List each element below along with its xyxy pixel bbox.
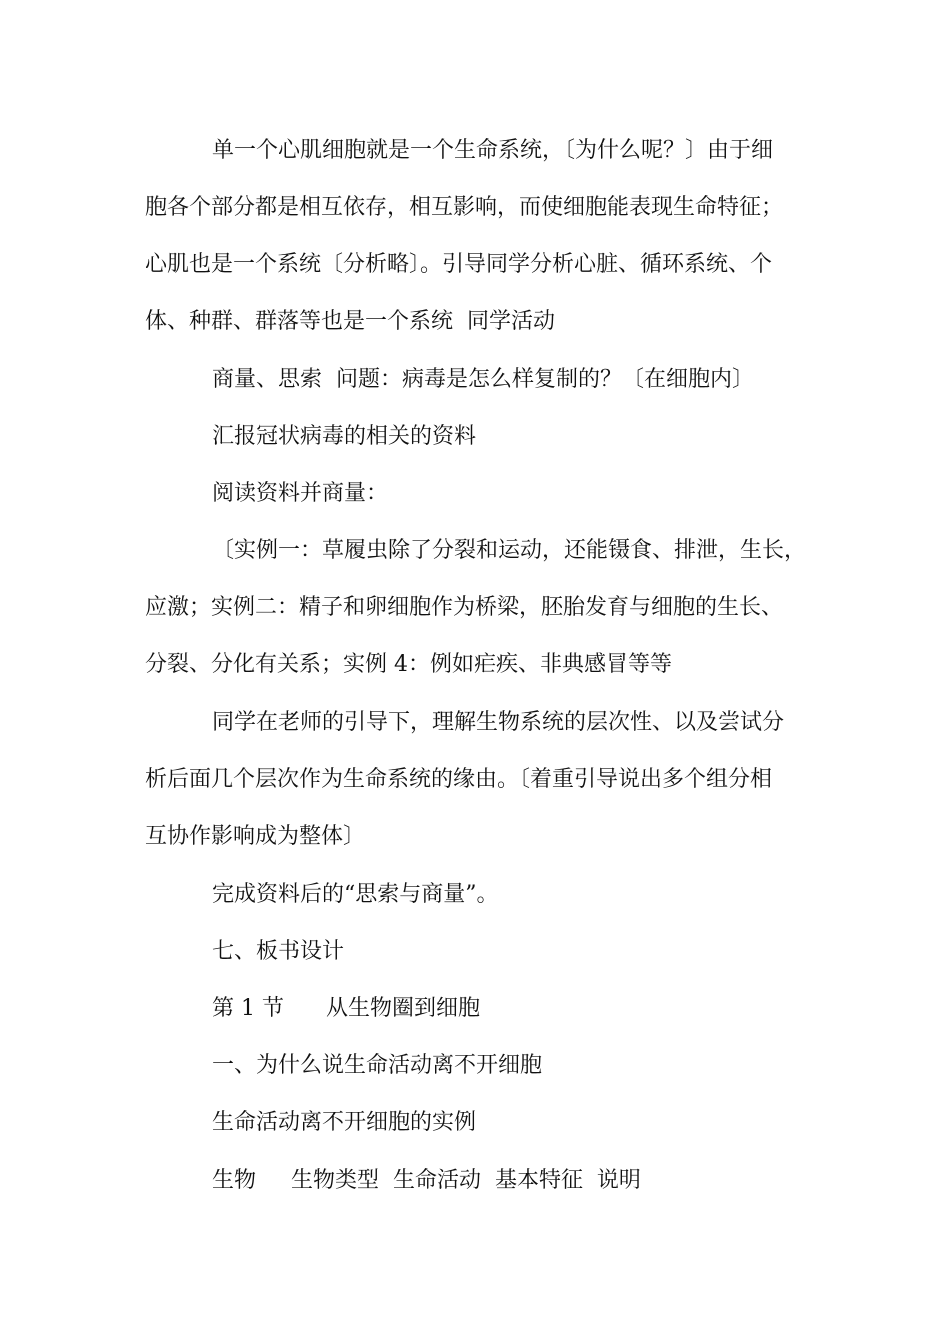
examples-line-3: 分裂、分化有关系；实例 4：例如疟疾、非典感冒等等 [145, 652, 672, 677]
paragraph-1-line-2: 胞各个部分都是相互依存，相互影响，而使细胞能表现生命特征； [145, 195, 784, 220]
complete-line: 完成资料后的“思索与商量”。 [212, 882, 499, 907]
paragraph-1-line-4: 体、种群、群落等也是一个系统 同学活动 [145, 309, 555, 334]
section-7-heading: 七、板书设计 [212, 939, 345, 964]
examples-title: 生命活动离不开细胞的实例 [212, 1110, 477, 1135]
heading-1: 一、为什么说生命活动离不开细胞 [212, 1053, 543, 1078]
discuss-line: 商量、思索 问题：病毒是怎么样复制的？〔在细胞内〕 [212, 367, 754, 392]
understand-line-1: 同学在老师的引导下，理解生物系统的层次性、以及尝试分 [212, 710, 785, 735]
paragraph-1-line-1: 单一个心肌细胞就是一个生命系统，〔为什么呢？〕由于细 [212, 138, 774, 163]
report-line: 汇报冠状病毒的相关的资料 [212, 424, 477, 449]
chapter-title: 第 1 节 从生物圈到细胞 [212, 996, 480, 1021]
paragraph-1-line-3: 心肌也是一个系统〔分析略〕。引导同学分析心脏、循环系统、个 [145, 252, 773, 277]
understand-line-2: 析后面几个层次作为生命系统的缘由。〔着重引导说出多个组分相 [145, 767, 773, 792]
understand-line-3: 互协作影响成为整体〕 [145, 824, 366, 849]
read-line: 阅读资料并商量： [212, 481, 389, 506]
examples-line-2: 应激；实例二：精子和卵细胞作为桥梁，胚胎发育与细胞的生长、 [145, 595, 784, 620]
table-header: 生物 生物类型 生命活动 基本特征 说明 [212, 1168, 641, 1193]
examples-line-1: 〔实例一：草履虫除了分裂和运动，还能镊食、排泄，生长， [212, 538, 807, 563]
